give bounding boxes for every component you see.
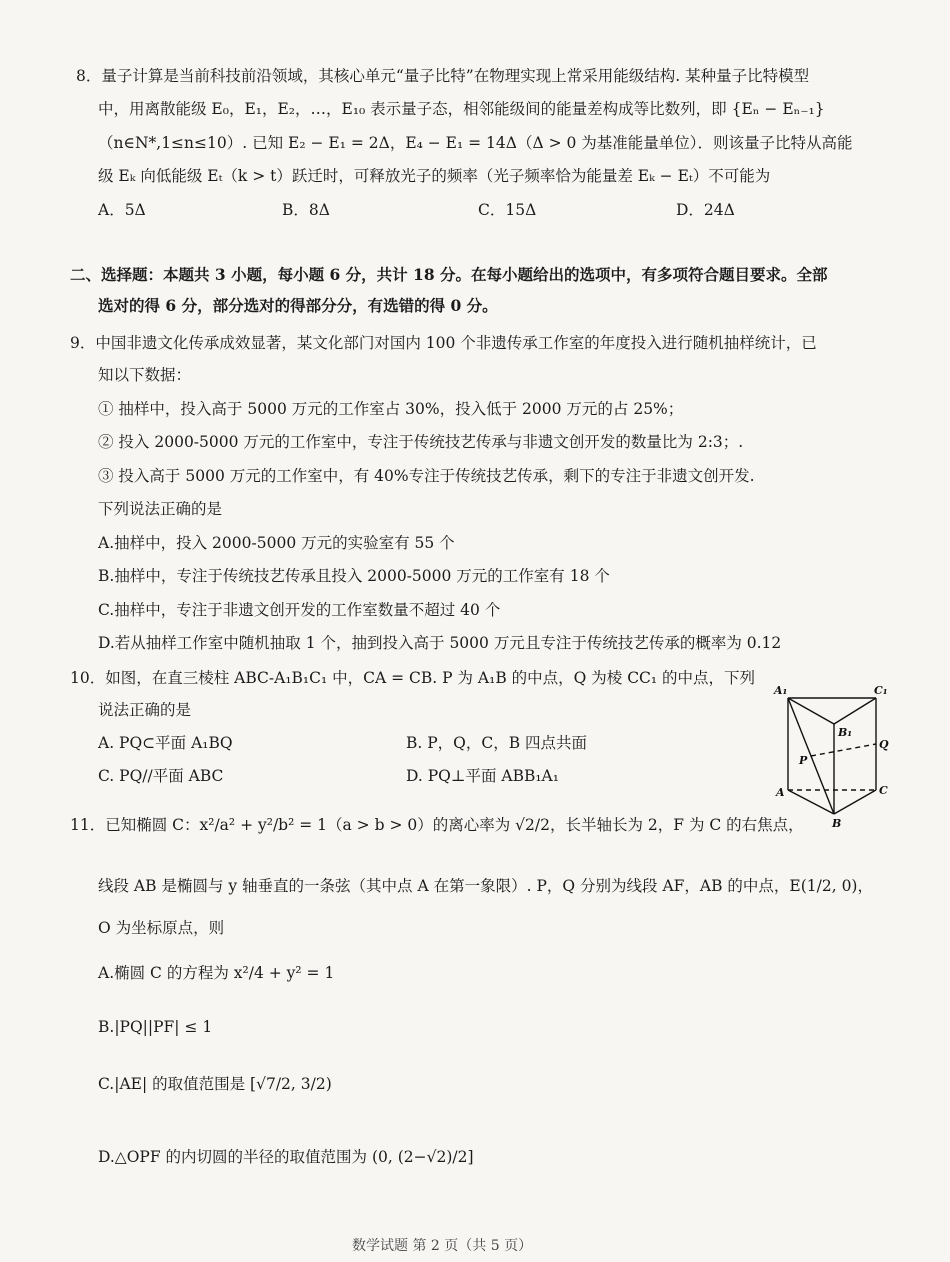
q10-line-2: 说法正确的是 — [98, 701, 192, 719]
q11-line-1: 11．已知椭圆 C：x²/a² + y²/b² = 1（a > b > 0）的离心率为 √2/2，长半轴长为 2，F 为 C 的右焦点， — [70, 816, 804, 834]
page-footer: 数学试题 第 2 页（共 5 页） — [352, 1238, 533, 1254]
q8-line-4: 级 Eₖ 向低能级 Eₜ（k > t）跃迁时，可释放光子的频率（光子频率恰为能量差 Eₖ − Eₜ）不可能为 — [98, 167, 771, 185]
q8-option-d: D．24Δ — [676, 201, 735, 219]
q9-line-2: 知以下数据： — [98, 366, 192, 384]
q8-line-1: 8．量子计算是当前科技前沿领域，其核心单元“量子比特”在物理实现上常采用能级结构. 某种量子比特模型 — [76, 67, 810, 85]
q10-option-a: A. PQ⊂平面 A₁BQ — [98, 734, 233, 752]
fig-label-b1: B₁ — [838, 726, 853, 739]
q9-item-3: ③ 投入高于 5000 万元的工作室中，有 40%专注于传统技艺传承，剩下的专注于非遗文创开发. — [98, 467, 755, 485]
q9-option-d: D.若从抽样工作室中随机抽取 1 个，抽到投入高于 5000 万元且专注于传统技艺传承的概率为 0.12 — [98, 634, 782, 652]
q11-line-2: 线段 AB 是椭圆与 y 轴垂直的一条弦（其中点 A 在第一象限）. P，Q 分别为线段 AF，AB 的中点，E(1/2, 0)， — [98, 877, 873, 895]
q8-option-b: B．8Δ — [282, 201, 330, 219]
q9-option-a: A.抽样中，投入 2000-5000 万元的实验室有 55 个 — [98, 534, 455, 552]
fig-label-q: Q — [879, 738, 889, 751]
q10-line-1: 10．如图，在直三棱柱 ABC-A₁B₁C₁ 中，CA = CB. P 为 A₁B 的中点，Q 为棱 CC₁ 的中点，下列 — [70, 669, 756, 687]
section-2-heading-line-2: 选对的得 6 分，部分选对的得部分分，有选错的得 0 分。 — [98, 296, 498, 315]
q11-option-c: C.|AE| 的取值范围是 [√7/2, 3/2) — [98, 1075, 332, 1093]
fig-label-a1: A₁ — [774, 684, 788, 697]
section-2-heading: 二、选择题：本题共 3 小题，每小题 6 分，共计 18 分。在每小题给出的选项中，有多项符合题目要求。全部 — [70, 265, 828, 284]
q9-item-1: ① 抽样中，投入高于 5000 万元的工作室占 30%，投入低于 2000 万元的占 25%； — [98, 400, 684, 418]
q10-option-c: C. PQ//平面 ABC — [98, 767, 224, 785]
q8-line-2: 中，用离散能级 E₀，E₁，E₂，…，E₁₀ 表示量子态，相邻能级间的能量差构成等比数列，即 {Eₙ − Eₙ₋₁} — [98, 100, 825, 118]
q9-prompt: 下列说法正确的是 — [98, 500, 223, 518]
fig-label-c1: C₁ — [874, 684, 888, 697]
q9-option-b: B.抽样中，专注于传统技艺传承且投入 2000-5000 万元的工作室有 18 个 — [98, 567, 610, 585]
q11-option-a: A.椭圆 C 的方程为 x²/4 + y² = 1 — [98, 964, 335, 982]
fig-label-b: B — [832, 817, 842, 830]
fig-label-a: A — [776, 786, 785, 799]
fig-label-c: C — [879, 784, 888, 797]
q8-option-c: C．15Δ — [478, 201, 537, 219]
q8-option-a: A．5Δ — [98, 201, 146, 219]
q9-option-c: C.抽样中，专注于非遗文创开发的工作室数量不超过 40 个 — [98, 601, 501, 619]
q11-option-b: B.|PQ||PF| ≤ 1 — [98, 1018, 213, 1036]
q10-option-d: D. PQ⊥平面 ABB₁A₁ — [406, 767, 559, 785]
prism-figure — [772, 680, 892, 830]
q11-option-d: D.△OPF 的内切圆的半径的取值范围为 (0, (2−√2)/2] — [98, 1148, 474, 1166]
q9-item-2: ② 投入 2000-5000 万元的工作室中，专注于传统技艺传承与非遗文创开发的数量比为 2:3；. — [98, 433, 744, 451]
q10-option-b: B. P，Q，C，B 四点共面 — [406, 734, 588, 752]
q9-line-1: 9．中国非遗文化传承成效显著，某文化部门对国内 100 个非遗传承工作室的年度投入进行随机抽样统计，已 — [70, 334, 817, 352]
q11-line-3: O 为坐标原点，则 — [98, 919, 225, 937]
q8-line-3: （n∈N*,1≤n≤10）. 已知 E₂ − E₁ = 2Δ，E₄ − E₁ = 14Δ（Δ > 0 为基准能量单位）．则该量子比特从高能 — [98, 134, 853, 152]
fig-label-p: P — [799, 754, 808, 767]
